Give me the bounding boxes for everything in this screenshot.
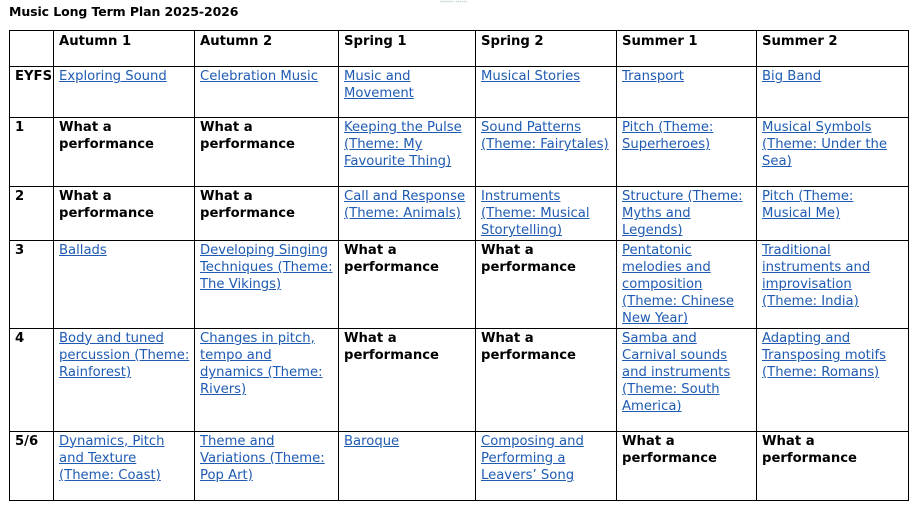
table-cell [757, 118, 909, 187]
table-cell [617, 187, 757, 241]
header-row [10, 31, 909, 67]
table-cell [617, 240, 757, 328]
table-cell [757, 67, 909, 118]
performance-text: What a performance [762, 433, 857, 466]
topic-link[interactable]: Ballads [59, 242, 107, 258]
table-cell [617, 67, 757, 118]
year-label: 1 [10, 118, 54, 187]
table-row [10, 187, 909, 241]
table-cell [476, 67, 617, 118]
performance-text: What a performance [59, 189, 154, 222]
table-cell [617, 118, 757, 187]
table-cell [54, 118, 195, 187]
performance-text: What a performance [481, 242, 576, 275]
table-cell [339, 187, 476, 241]
topic-link[interactable]: Pentatonic melodies and composition (Theme: Chinese New Year) [622, 242, 734, 327]
header-cell-spring-2: Spring 2 [476, 31, 617, 67]
topic-link[interactable]: Call and Response (Theme: Animals) [344, 189, 466, 222]
table-cell [757, 328, 909, 431]
performance-text: What a performance [200, 189, 295, 222]
performance-text: What a performance [481, 330, 576, 363]
performance-text: What a performance [200, 120, 295, 153]
topic-link[interactable]: Pitch (Theme: Musical Me) [762, 189, 854, 222]
table-cell [617, 328, 757, 431]
table-cell [54, 431, 195, 500]
topic-link[interactable]: Instruments (Theme: Musical Storytelling) [481, 189, 590, 239]
table-cell [195, 431, 339, 500]
header-cell-summer-1: Summer 1 [617, 31, 757, 67]
table-row [10, 240, 909, 328]
table-cell [339, 67, 476, 118]
header-cell-corner [10, 31, 54, 67]
performance-text: What a performance [59, 120, 154, 153]
header-cell-autumn-2: Autumn 2 [195, 31, 339, 67]
table-cell [195, 187, 339, 241]
topic-link[interactable]: Celebration Music [200, 69, 318, 84]
table-cell [476, 328, 617, 431]
topic-link[interactable]: Keeping the Pulse (Theme: My Favourite Thing) [344, 120, 462, 170]
table-cell [476, 118, 617, 187]
topic-link[interactable]: Music and Movement [344, 69, 414, 102]
table-cell [339, 240, 476, 328]
year-label: 4 [10, 328, 54, 431]
table-cell [54, 328, 195, 431]
topic-link[interactable]: Exploring Sound [59, 69, 167, 84]
topic-link[interactable]: Musical Symbols (Theme: Under the Sea) [762, 120, 888, 170]
performance-text: What a performance [622, 433, 717, 466]
table-cell [757, 187, 909, 241]
header-cell-spring-1: Spring 1 [339, 31, 476, 67]
topic-link[interactable]: Developing Singing Techniques (Theme: The Vikings) [200, 242, 333, 293]
topic-link[interactable]: Musical Stories [481, 69, 581, 84]
performance-text: What a performance [344, 330, 439, 363]
table-cell [339, 118, 476, 187]
table-cell [54, 240, 195, 328]
topic-link[interactable]: Sound Patterns (Theme: Fairytales) [481, 120, 609, 153]
table-cell [195, 67, 339, 118]
year-label: EYFS [10, 67, 54, 118]
year-label: 3 [10, 240, 54, 328]
table-cell [757, 431, 909, 500]
topic-link[interactable]: Big Band [762, 69, 822, 84]
table-row [10, 118, 909, 187]
topic-link[interactable]: Body and tuned percussion (Theme: Rainforest) [59, 330, 190, 381]
table-row [10, 431, 909, 500]
table-row [10, 328, 909, 431]
topic-link[interactable]: Changes in pitch, tempo and dynamics (Theme: Rivers) [200, 330, 323, 398]
table-cell [476, 187, 617, 241]
table-cell [339, 431, 476, 500]
table-row [10, 67, 909, 118]
topic-link[interactable]: Theme and Variations (Theme: Pop Art) [200, 433, 325, 484]
table-cell [476, 431, 617, 500]
year-label: 5/6 [10, 431, 54, 500]
header-cell-autumn-1: Autumn 1 [54, 31, 195, 67]
table-cell [195, 118, 339, 187]
topic-link[interactable]: Samba and Carnival sounds and instruments (Theme: South America) [622, 330, 731, 415]
topic-link[interactable]: Baroque [344, 433, 400, 449]
topic-link[interactable]: Adapting and Transposing motifs (Theme: Romans) [762, 330, 887, 381]
table-cell [757, 240, 909, 328]
table-cell [617, 431, 757, 500]
table-cell [195, 240, 339, 328]
table-cell [54, 67, 195, 118]
topic-link[interactable]: Dynamics, Pitch and Texture (Theme: Coast) [59, 433, 165, 484]
header-cell-summer-2: Summer 2 [757, 31, 909, 67]
topic-link[interactable]: Structure (Theme: Myths and Legends) [622, 189, 743, 239]
topic-link[interactable]: Pitch (Theme: Superheroes) [622, 120, 714, 153]
topic-link[interactable]: Traditional instruments and improvisation (Theme: India) [762, 242, 871, 310]
year-label: 2 [10, 187, 54, 241]
page-title: Music Long Term Plan 2025-2026 [9, 4, 239, 19]
topic-link[interactable]: Transport [622, 69, 684, 84]
header-note: ******* ****** [440, 0, 468, 5]
table-cell [339, 328, 476, 431]
table-cell [54, 187, 195, 241]
performance-text: What a performance [344, 242, 439, 275]
table-cell [476, 240, 617, 328]
table-cell [195, 328, 339, 431]
long-term-plan-table [9, 30, 909, 501]
topic-link[interactable]: Composing and Performing a Leavers’ Song [481, 433, 584, 484]
